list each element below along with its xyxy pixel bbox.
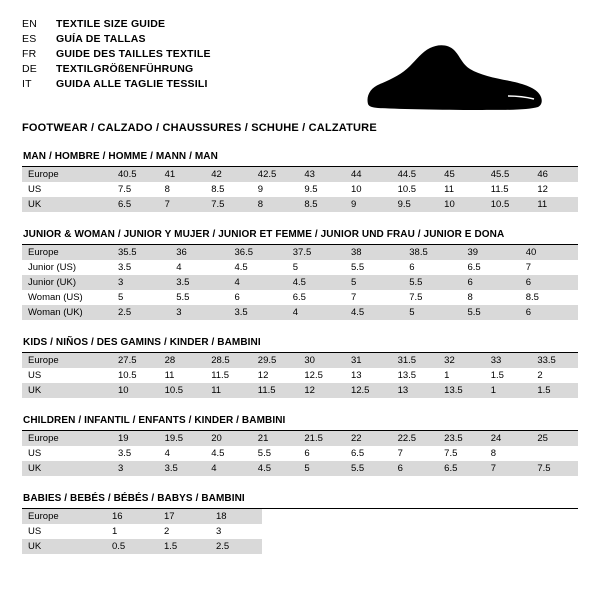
section-title: CHILDREN / INFANTIL / ENFANTS / KINDER / BAMBINI [22,415,578,431]
size-table-junior-woman [22,245,578,320]
size-cell: 41 [159,167,206,182]
dress-shoe-icon [358,38,548,113]
size-cell: 0.5 [106,539,158,554]
size-cell: 3 [112,275,170,290]
size-cell: 36.5 [229,245,287,260]
size-cell: 4 [159,446,206,461]
size-cell: 5.5 [403,275,461,290]
section-junior-woman [22,229,578,320]
size-cell: 30 [298,353,345,368]
size-cell: 9.5 [392,197,439,212]
size-cell: 22 [345,431,392,446]
table-row [22,524,578,539]
language-title: GUIDE DES TAILLES TEXTILE [56,48,211,60]
size-cell: 11 [438,182,485,197]
size-cell: 8.5 [298,197,345,212]
size-cell: 11 [531,197,578,212]
size-cell: 45.5 [485,167,532,182]
row-label: US [22,446,112,461]
size-cell: 7.5 [403,290,461,305]
table-row [22,275,578,290]
size-cell: 3.5 [229,305,287,320]
table-row [22,290,578,305]
language-row [22,78,211,93]
size-cell: 4 [170,260,228,275]
size-cell: 8 [462,290,520,305]
table-row [22,509,578,524]
size-cell: 19 [112,431,159,446]
footwear-category-line: FOOTWEAR / CALZADO / CHAUSSURES / SCHUHE / CALZATURE [22,122,377,134]
size-cell: 7 [485,461,532,476]
size-cell: 5.5 [345,461,392,476]
size-cell: 11 [205,383,252,398]
size-cell: 13.5 [392,368,439,383]
language-code: EN [22,18,37,30]
size-table-man [22,167,578,212]
size-cell: 2.5 [210,539,262,554]
size-cell: 6.5 [287,290,345,305]
language-title-list [22,18,211,93]
size-cell: 28.5 [205,353,252,368]
size-cell [531,446,578,461]
row-label: Europe [22,245,112,260]
size-cell: 11.5 [485,182,532,197]
row-label: Europe [22,353,112,368]
section-title: JUNIOR & WOMAN / JUNIOR Y MUJER / JUNIOR ET FEMME / JUNIOR UND FRAU / JUNIOR E DONA [22,229,578,245]
size-cell: 7.5 [112,182,159,197]
table-row [22,461,578,476]
size-cell: 6.5 [345,446,392,461]
size-cell: 6 [229,290,287,305]
size-cell: 38 [345,245,403,260]
row-label: US [22,368,112,383]
size-cell: 5.5 [170,290,228,305]
table-row [22,539,578,554]
size-cell: 39 [462,245,520,260]
language-row [22,63,211,78]
size-cell: 5.5 [462,305,520,320]
size-cell: 13 [345,368,392,383]
size-cell: 5 [345,275,403,290]
size-cell: 44 [345,167,392,182]
size-table-children [22,431,578,476]
size-cell: 11.5 [252,383,299,398]
table-row [22,305,578,320]
size-cell: 33.5 [531,353,578,368]
size-cell: 4.5 [252,461,299,476]
size-cell: 8.5 [205,182,252,197]
size-cell: 6 [403,260,461,275]
size-cell: 32 [438,353,485,368]
size-cell: 40.5 [112,167,159,182]
size-cell: 11 [159,368,206,383]
size-cell: 4.5 [287,275,345,290]
size-cell: 5.5 [345,260,403,275]
table-row [22,182,578,197]
size-cell: 10 [112,383,159,398]
table-row [22,260,578,275]
size-cell: 1.5 [531,383,578,398]
size-cell: 19.5 [159,431,206,446]
size-cell: 5 [298,461,345,476]
size-cell: 42.5 [252,167,299,182]
language-code: ES [22,33,37,45]
table-row [22,353,578,368]
size-cell: 21.5 [298,431,345,446]
size-cell: 7 [345,290,403,305]
size-cell: 7.5 [205,197,252,212]
row-label: Junior (UK) [22,275,112,290]
row-label: US [22,182,112,197]
size-cell: 24 [485,431,532,446]
table-row [22,446,578,461]
section-children [22,415,578,476]
size-cell: 5 [287,260,345,275]
language-row [22,33,211,48]
row-label: Woman (UK) [22,305,112,320]
size-cell: 3.5 [159,461,206,476]
size-cell: 8 [252,197,299,212]
section-kids [22,337,578,398]
size-cell: 4.5 [345,305,403,320]
size-cell: 10.5 [159,383,206,398]
size-cell: 43 [298,167,345,182]
size-cell: 8.5 [520,290,578,305]
size-cell: 29.5 [252,353,299,368]
spacer-cell [262,539,578,554]
size-cell: 6.5 [438,461,485,476]
size-cell: 40 [520,245,578,260]
size-cell: 20 [205,431,252,446]
size-cell: 33 [485,353,532,368]
size-cell: 6 [298,446,345,461]
spacer-cell [262,524,578,539]
size-cell: 25 [531,431,578,446]
size-cell: 5.5 [252,446,299,461]
size-cell: 2.5 [112,305,170,320]
language-code: IT [22,78,32,90]
size-cell: 4.5 [229,260,287,275]
language-title: GUÍA DE TALLAS [56,33,146,45]
size-cell: 36 [170,245,228,260]
language-title: TEXTILGRÖßENFÜHRUNG [56,63,194,75]
size-cell: 8 [159,182,206,197]
size-cell: 28 [159,353,206,368]
size-cell: 6.5 [112,197,159,212]
size-cell: 8 [485,446,532,461]
size-cell: 9 [252,182,299,197]
size-cell: 3 [112,461,159,476]
size-cell: 1.5 [158,539,210,554]
table-row [22,431,578,446]
size-cell: 46 [531,167,578,182]
size-table-babies [22,509,578,554]
size-cell: 4.5 [205,446,252,461]
size-cell: 6 [392,461,439,476]
size-cell: 7 [159,197,206,212]
size-cell: 10.5 [392,182,439,197]
size-cell: 31 [345,353,392,368]
size-cell: 10 [438,197,485,212]
row-label: UK [22,539,106,554]
size-cell: 18 [210,509,262,524]
size-cell: 16 [106,509,158,524]
section-babies [22,493,578,554]
row-label: Europe [22,431,112,446]
size-cell: 12 [531,182,578,197]
row-label: US [22,524,106,539]
size-cell: 23.5 [438,431,485,446]
size-cell: 11.5 [205,368,252,383]
size-cell: 5 [112,290,170,305]
table-row [22,368,578,383]
section-title: MAN / HOMBRE / HOMME / MANN / MAN [22,151,578,167]
size-cell: 2 [158,524,210,539]
size-cell: 6 [520,275,578,290]
size-cell: 12 [298,383,345,398]
size-cell: 7.5 [438,446,485,461]
size-cell: 31.5 [392,353,439,368]
size-cell: 21 [252,431,299,446]
size-cell: 3 [170,305,228,320]
size-cell: 3 [210,524,262,539]
size-cell: 13.5 [438,383,485,398]
size-cell: 4 [287,305,345,320]
language-title: TEXTILE SIZE GUIDE [56,18,166,30]
page-header [22,18,578,113]
row-label: Junior (US) [22,260,112,275]
size-table-kids [22,353,578,398]
size-cell: 1 [438,368,485,383]
table-row [22,245,578,260]
size-cell: 1 [485,383,532,398]
size-cell: 10.5 [485,197,532,212]
spacer-cell [262,509,578,524]
row-label: Europe [22,167,112,182]
size-cell: 12 [252,368,299,383]
section-title: KIDS / NIÑOS / DES GAMINS / KINDER / BAMBINI [22,337,578,353]
size-cell: 10.5 [112,368,159,383]
row-label: Woman (US) [22,290,112,305]
size-cell: 12.5 [345,383,392,398]
size-cell: 38.5 [403,245,461,260]
row-label: UK [22,197,112,212]
section-title: BABIES / BEBÉS / BÉBÉS / BABYS / BAMBINI [22,493,578,509]
size-cell: 1.5 [485,368,532,383]
language-row [22,48,211,63]
size-cell: 7 [520,260,578,275]
size-cell: 22.5 [392,431,439,446]
size-cell: 3.5 [170,275,228,290]
size-cell: 7 [392,446,439,461]
size-cell: 4 [229,275,287,290]
row-label: Europe [22,509,106,524]
size-cell: 1 [106,524,158,539]
size-cell: 6 [520,305,578,320]
size-cell: 27.5 [112,353,159,368]
size-cell: 10 [345,182,392,197]
size-cell: 5 [403,305,461,320]
size-cell: 42 [205,167,252,182]
size-cell: 9 [345,197,392,212]
language-row [22,18,211,33]
row-label: UK [22,383,112,398]
size-cell: 2 [531,368,578,383]
size-cell: 6 [462,275,520,290]
size-cell: 12.5 [298,368,345,383]
table-row [22,167,578,182]
table-row [22,383,578,398]
size-cell: 13 [392,383,439,398]
size-cell: 3.5 [112,260,170,275]
size-cell: 6.5 [462,260,520,275]
table-row [22,197,578,212]
language-title: GUIDA ALLE TAGLIE TESSILI [56,78,208,90]
size-cell: 7.5 [531,461,578,476]
row-label: UK [22,461,112,476]
size-cell: 45 [438,167,485,182]
size-cell: 3.5 [112,446,159,461]
size-cell: 37.5 [287,245,345,260]
section-man [22,151,578,212]
size-cell: 44.5 [392,167,439,182]
language-code: FR [22,48,37,60]
language-code: DE [22,63,37,75]
size-cell: 9.5 [298,182,345,197]
size-cell: 35.5 [112,245,170,260]
size-cell: 4 [205,461,252,476]
size-cell: 17 [158,509,210,524]
